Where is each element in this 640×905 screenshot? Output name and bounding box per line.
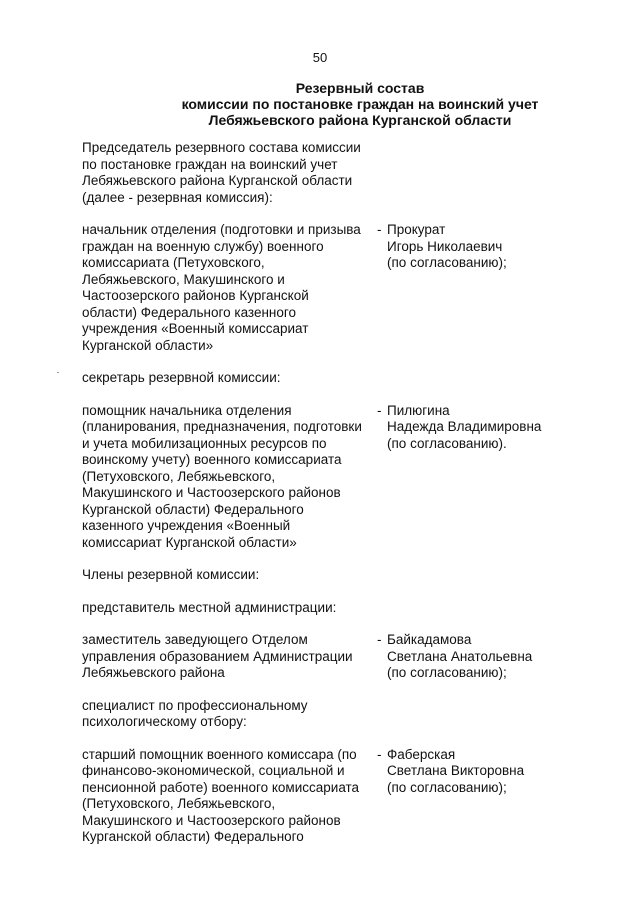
dash-separator: -: [377, 746, 382, 762]
section-label: Члены резервной комиссии:: [82, 567, 260, 582]
section-label: представитель местной администрации:: [82, 599, 337, 615]
role-line: учреждения «Военный комиссариат: [82, 321, 309, 336]
role-line: старший помощник военного комиссара (по: [82, 746, 357, 762]
commission-list: [82, 140, 562, 846]
role-line: начальник отделения (подготовки и призыва: [82, 222, 361, 237]
local-admin-label-row: [82, 600, 562, 617]
section-label: специалист по профессиональному: [82, 697, 308, 713]
member-row: [82, 632, 562, 682]
role-line: Курганской области) Федерального: [82, 501, 304, 517]
person-note: (по согласованию);: [387, 779, 507, 795]
member-role: [82, 747, 372, 846]
role-line: заместитель заведующего Отделом: [82, 632, 308, 647]
role-line: воинскому учету) военного комиссариата: [82, 452, 342, 467]
role-line: управления образованием Администрации: [82, 648, 353, 664]
person-note: (по согласованию);: [387, 255, 507, 270]
role-line: и учета мобилизационных ресурсов по: [82, 435, 327, 451]
person-name: Надежда Владимировна: [387, 419, 542, 434]
members-label-row: [82, 567, 562, 584]
document-title: [80, 80, 640, 128]
title-line: Лебяжьевского района Курганской области: [208, 112, 512, 128]
role-line: (далее - резервная комиссия):: [82, 189, 273, 205]
role-line: помощник начальника отделения: [82, 402, 292, 418]
scan-mark: [57, 372, 59, 373]
member-person: [377, 222, 562, 272]
psych-label-row: [82, 698, 562, 731]
person-surname: Прокурат: [387, 222, 446, 237]
role-line: по постановке граждан на воинский учет: [82, 156, 338, 172]
role-line: (Петуховского, Лебяжьевского,: [82, 796, 276, 811]
person-name: Светлана Викторовна: [387, 763, 525, 778]
chairman-role: [82, 140, 372, 206]
person-note: (по согласованию).: [387, 435, 507, 451]
member-person: [377, 747, 562, 797]
role-line: (планирования, предназначения, подготовки: [82, 419, 362, 434]
secretary-label-row: [82, 370, 562, 387]
role-line: области) Федерального казенного: [82, 304, 297, 320]
role-line: граждан на военную службу) военного: [82, 238, 324, 254]
role-line: Председатель резервного состава комиссии: [82, 140, 361, 155]
role-line: комиссариат Курганской области»: [82, 534, 297, 550]
person-name: Светлана Анатольевна: [387, 648, 533, 664]
person-surname: Фаберская: [387, 746, 456, 762]
person-surname: Пилюгина: [387, 402, 450, 418]
person-name: Игорь Николаевич: [387, 238, 503, 254]
role-line: Лебяжьевского района: [82, 665, 225, 680]
page-number: 50: [312, 50, 328, 65]
dash-separator: -: [377, 402, 382, 418]
role-line: пенсионной работе) военного комиссариата: [82, 779, 360, 795]
section-label: секретарь резервной комиссии:: [82, 370, 281, 385]
chairman-row: [82, 140, 562, 206]
member-person: [377, 632, 562, 682]
member-person: [377, 403, 562, 453]
role-line: (Петуховского, Лебяжьевского,: [82, 468, 276, 484]
role-line: Курганской области) Федерального: [82, 829, 304, 844]
role-line: Лебяжьевского, Макушинского и: [82, 271, 285, 287]
title-line: Резервный состав: [295, 80, 425, 96]
person-surname: Байкадамова: [387, 632, 472, 647]
member-row: [82, 747, 562, 846]
role-line: Макушинского и Частоозерского районов: [82, 812, 341, 828]
role-line: казенного учреждения «Военный: [82, 518, 291, 533]
role-line: Лебяжьевского района Курганской области: [82, 173, 353, 188]
member-row: [82, 403, 562, 552]
member-role: [82, 632, 372, 682]
role-line: комиссариата (Петуховского,: [82, 255, 265, 270]
member-row: [82, 222, 562, 354]
role-line: Курганской области»: [82, 337, 214, 353]
title-line: комиссии по постановке граждан на воинский учет: [181, 96, 539, 112]
dash-separator: -: [377, 632, 382, 647]
person-note: (по согласованию);: [387, 665, 507, 680]
dash-separator: -: [377, 222, 382, 237]
member-role: [82, 222, 372, 354]
role-line: финансово-экономической, социальной и: [82, 763, 345, 778]
role-line: Частоозерского районов Курганской: [82, 288, 309, 303]
role-line: Макушинского и Частоозерского районов: [82, 485, 341, 500]
section-label: психологическому отбору:: [82, 714, 247, 729]
member-role: [82, 403, 372, 552]
